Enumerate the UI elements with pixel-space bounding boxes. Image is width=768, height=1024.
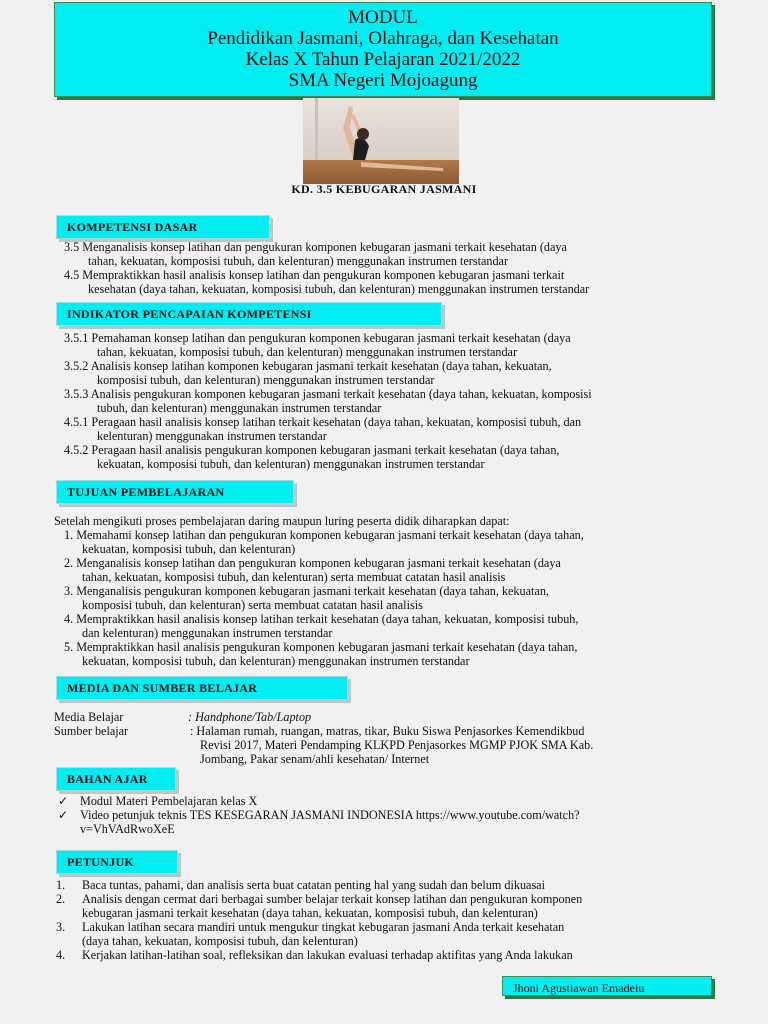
section-header-label: BAHAN AJAR — [67, 772, 148, 786]
indikator-line: kelenturan) menggunakan instrumen terstandar — [97, 429, 327, 443]
section-header-label: KOMPETENSI DASAR — [67, 220, 198, 234]
indikator-line: 3.5.1 Pemahaman konsep latihan dan pengukuran komponen kebugaran jasmani terkait kesehatan (daya — [64, 331, 571, 345]
section-header-label: TUJUAN PEMBELAJARAN — [67, 485, 225, 499]
indikator-line: 3.5.2 Analisis konsep latihan komponen kebugaran jasmani terkait kesehatan (daya tahan, kekuatan, — [64, 359, 552, 373]
indikator-line: tahan, kekuatan, komposisi tubuh, dan kelenturan) menggunakan instrumen terstandar — [97, 345, 518, 359]
petunjuk-line: Baca tuntas, pahami, dan analisis serta buat catatan penting hal yang sudah dan belum dikuasai — [82, 878, 545, 892]
indikator-line: komposisi tubuh, dan kelenturan) menggunakan instrumen terstandar — [97, 373, 435, 387]
checkmark-icon: ✓ — [58, 794, 69, 808]
tujuan-line: tahan, kekuatan, komposisi tubuh, dan kelenturan) serta membuat catatan hasil analisis — [82, 570, 506, 584]
module-title-box — [54, 2, 712, 97]
kd-line: tahan, kekuatan, komposisi tubuh, dan kelenturan) menggunakan instrumen terstandar — [88, 254, 509, 268]
section-header-bahan — [56, 767, 176, 791]
kd-line: 4.5 Mempraktikkan hasil analisis konsep latihan dan pengukuran komponen kebugaran jasmani terkait — [64, 268, 565, 282]
author-name: Jhoni Agustiawan Emadeiu — [513, 981, 645, 995]
tujuan-line: 4. Mempraktikkan hasil analisis konsep latihan terkait kesehatan (daya tahan, kekuatan, komposisi tubuh, — [64, 612, 579, 626]
petunjuk-line: Lakukan latihan secara mandiri untuk mengukur tingkat kebugaran jasmani Anda terkait kesehatan — [82, 920, 565, 934]
section-header-label: MEDIA DAN SUMBER BELAJAR — [67, 681, 258, 695]
section-header-petunjuk — [56, 850, 178, 874]
author-box — [502, 976, 712, 996]
petunjuk-number: 1. — [56, 878, 66, 892]
tujuan-intro: Setelah mengikuti proses pembelajaran daring maupun luring peserta didik diharapkan dapat: — [54, 514, 510, 528]
title-line-2: Pendidikan Jasmani, Olahraga, dan Kesehatan — [207, 28, 559, 49]
title-line-1: MODUL — [348, 7, 418, 28]
indikator-line: 4.5.1 Peragaan hasil analisis konsep latihan terkait kesehatan (daya tahan, kekuatan, komposisi tubuh, dan — [64, 415, 582, 429]
kd-line: kesehatan (daya tahan, kekuatan, komposisi tubuh, dan kelenturan) menggunakan instrumen terstandar — [88, 282, 590, 296]
media-value: : Handphone/Tab/Laptop — [188, 710, 312, 724]
petunjuk-line: Kerjakan latihan-latihan soal, refleksikan dan lakukan evaluasi terhadap aktifitas yang Anda lakukan — [82, 948, 573, 962]
title-line-4: SMA Negeri Mojoagung — [288, 70, 478, 91]
tujuan-line: 1. Memahami konsep latihan dan pengukuran komponen kebugaran jasmani terkait kesehatan (daya tahan, — [64, 528, 584, 542]
section-header-label: INDIKATOR PENCAPAIAN KOMPETENSI — [67, 307, 312, 321]
petunjuk-number: 3. — [56, 920, 66, 934]
bahan-item: Video petunjuk teknis TES KESEGARAN JASMANI INDONESIA https://www.youtube.com/watch? — [80, 808, 580, 822]
tujuan-line: 2. Menganalisis konsep latihan dan pengukuran komponen kebugaran jasmani terkait kesehatan (daya — [64, 556, 561, 570]
section-header-label: PETUNJUK — [67, 855, 135, 869]
sumber-line: Jombang, Pakar senam/ahli kesehatan/ Internet — [200, 752, 430, 766]
tujuan-line: dan kelenturan) menggunakan instrumen terstandar — [82, 626, 333, 640]
section-header-media — [56, 676, 348, 700]
petunjuk-number: 2. — [56, 892, 66, 906]
yoga-photo — [303, 98, 459, 184]
sumber-line: : Halaman rumah, ruangan, matras, tikar, Buku Siswa Penjasorkes Kemendikbud — [190, 724, 585, 738]
bahan-item: Modul Materi Pembelajaran kelas X — [80, 794, 258, 808]
kd-line: 3.5 Menganalisis konsep latihan dan pengukuran komponen kebugaran jasmani terkait kesehatan (daya — [64, 240, 567, 254]
tujuan-line: kekuatan, komposisi tubuh, dan kelenturan) menggunakan instrumen terstandar — [82, 654, 470, 668]
tujuan-line: komposisi tubuh, dan kelenturan) serta membuat catatan hasil analisis — [82, 598, 423, 612]
indikator-line: 3.5.3 Analisis pengukuran komponen kebugaran jasmani terkait kesehatan (daya tahan, kekuatan, komposisi — [64, 387, 592, 401]
tujuan-line: 5. Mempraktikkan hasil analisis pengukuran komponen kebugaran jasmani terkait kesehatan (daya tahan, — [64, 640, 578, 654]
tujuan-line: kekuatan, komposisi tubuh, dan kelenturan) — [82, 542, 296, 556]
indikator-line: tubuh, dan kelenturan) menggunakan instrumen terstandar — [97, 401, 382, 415]
section-header-tujuan — [56, 480, 294, 504]
section-header-kompetensi — [56, 215, 270, 239]
petunjuk-line: Analisis dengan cermat dari berbagai sumber belajar terkait konsep latihan dan pengukuran komponen — [82, 892, 583, 906]
kd-title: KD. 3.5 KEBUGARAN JASMANI — [291, 182, 477, 196]
indikator-line: kekuatan, komposisi tubuh, dan kelenturan) menggunakan instrumen terstandar — [97, 457, 485, 471]
indikator-line: 4.5.2 Peragaan hasil analisis pengukuran komponen kebugaran jasmani terkait kesehatan (daya tahan, — [64, 443, 560, 457]
petunjuk-line: (daya tahan, kekuatan, komposisi tubuh, dan kelenturan) — [82, 934, 358, 948]
checkmark-icon: ✓ — [58, 808, 69, 822]
petunjuk-line: kebugaran jasmani terkait kesehatan (daya tahan, kekuatan, komposisi tubuh, dan kelenturan) — [82, 906, 538, 920]
petunjuk-number: 4. — [56, 948, 66, 962]
bahan-item: v=VhVAdRwoXeE — [80, 822, 175, 836]
sumber-label: Sumber belajar — [54, 724, 129, 738]
section-header-indikator — [56, 302, 442, 326]
title-line-3: Kelas X Tahun Pelajaran 2021/2022 — [245, 49, 521, 70]
tujuan-line: 3. Menganalisis pengukuran komponen kebugaran jasmani terkait kesehatan (daya tahan, kekuatan, — [64, 584, 549, 598]
sumber-line: Revisi 2017, Materi Pendamping KLKPD Penjasorkes MGMP PJOK SMA Kab. — [200, 738, 594, 752]
media-label: Media Belajar — [54, 710, 124, 724]
